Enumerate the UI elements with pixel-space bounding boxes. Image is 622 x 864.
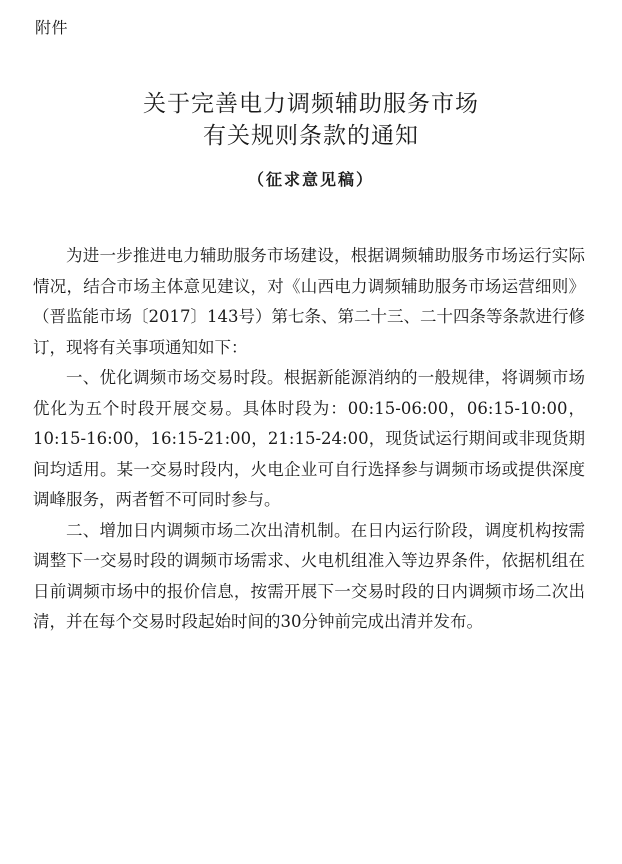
- document-body: [33, 241, 585, 638]
- section-2-paragraph: 二、增加日内调频市场二次出清机制。在日内运行阶段，调度机构按需调整下一交易时段的调频市场需求、火电机组准入等边界条件，依据机组在日前调频市场中的报价信息，按需开展下一交易时段的日内调频市场二次出清，并在每个交易时段起始时间的30分钟前完成出清并发布。: [33, 520, 585, 631]
- intro-paragraph: 为进一步推进电力辅助服务市场建设，根据调频辅助服务市场运行实际情况，结合市场主体意见建议，对《山西电力调频辅助服务市场运营细则》（晋监能市场〔2017〕143号）第七条、第二十三、二十四条等条款进行修订，现将有关事项通知如下：: [33, 246, 585, 357]
- document-subtitle: （征求意见稿）: [247, 170, 374, 189]
- title-line-1: 关于完善电力调频辅助服务市场: [143, 91, 479, 117]
- attachment-label: 附件: [35, 18, 69, 37]
- title-line-2: 有关规则条款的通知: [203, 123, 419, 149]
- document-title: [0, 88, 622, 152]
- section-1-paragraph: 一、优化调频市场交易时段。根据新能源消纳的一般规律，将调频市场优化为五个时段开展交易。具体时段为：00:15-06:00，06:15-10:00，10:15-16:00，16:15-21:00，21:15-24:00，现货试运行期间或非现货期间均适用。某一交易时段内，火电企业可自行选择参与调频市场或提供深度调峰服务，两者暂不可同时参与。: [33, 368, 585, 509]
